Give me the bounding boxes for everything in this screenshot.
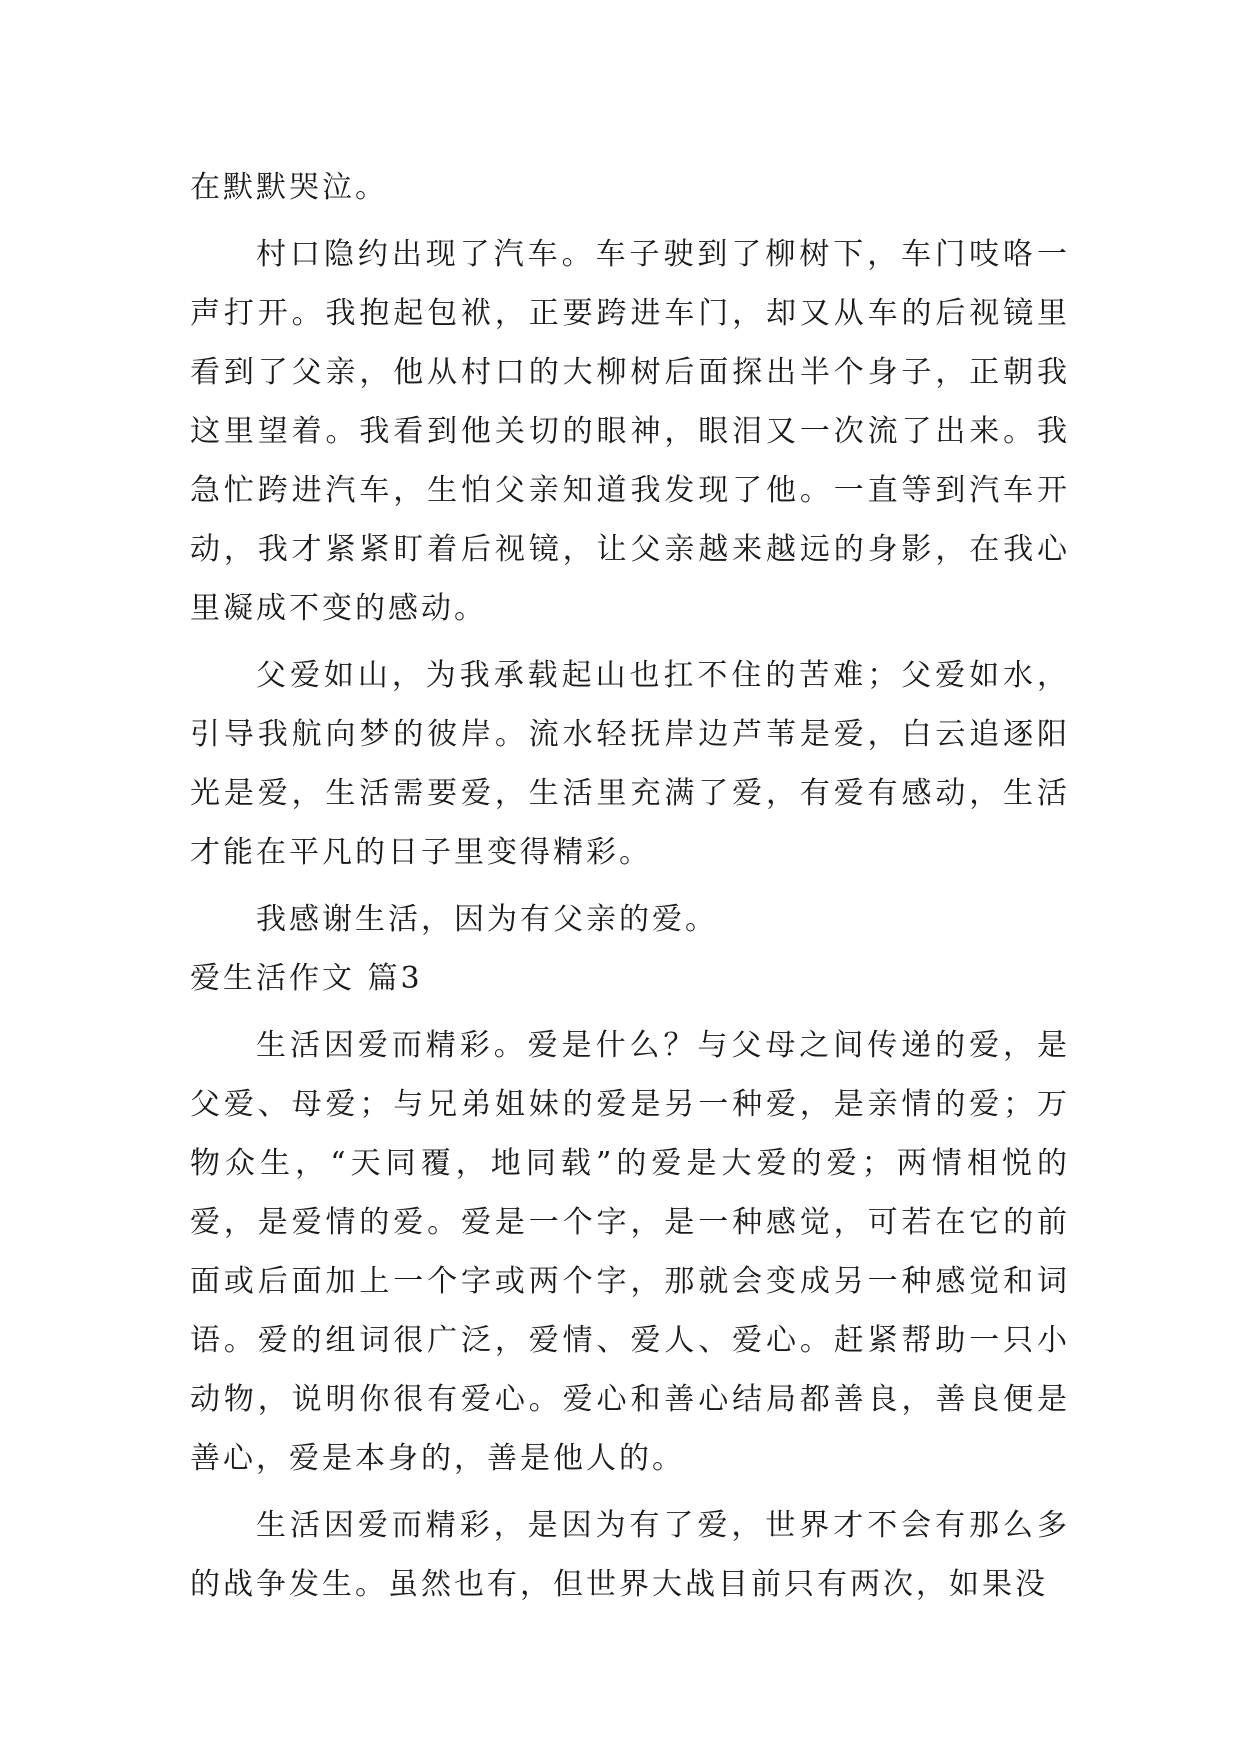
section-heading: 爱生活作文 篇3 (190, 961, 423, 996)
paragraph-father-love: 父爱如山，为我承载起山也扛不住的苦难；父爱如水，引导我航向梦的彼岸。流水轻抚岸边芦苇是爱，白云追逐阳光是爱，生活需要爱，生活里充满了爱，有爱有感动，生活才能在平凡的日子里变得精彩。 (190, 658, 1070, 870)
paragraph-car-departure: 村口隐约出现了汽车。车子驶到了柳树下，车门吱咯一声打开。我抱起包袱，正要跨进车门，却又从车的后视镜里看到了父亲，他从村口的大柳树后面探出半个身子，正朝我这里望着。我看到他关切的眼神，眼泪又一次流了出来。我急忙跨进汽车，生怕父亲知道我发现了他。一直等到汽车开动，我才紧紧盯着后视镜，让父亲越来越远的身影，在我心里凝成不变的感动。 (190, 237, 1070, 626)
paragraph-thanks: 我感谢生活，因为有父亲的爱。 (256, 902, 718, 937)
document-body (190, 158, 1070, 1614)
paragraph-continuation: 在默默哭泣。 (190, 170, 388, 205)
paragraph-what-is-love: 生活因爱而精彩。爱是什么？与父母之间传递的爱，是父爱、母爱；与兄弟姐妹的爱是另一种爱，是亲情的爱；万物众生，“天同覆，地同载”的爱是大爱的爱；两情相悦的爱，是爱情的爱。爱是一个字，是一种感觉，可若在它的前面或后面加上一个字或两个字，那就会变成另一种感觉和词语。爱的组词很广泛，爱情、爱人、爱心。赶紧帮助一只小动物，说明你很有爱心。爱心和善心结局都善良，善良便是善心，爱是本身的，善是他人的。 (190, 1028, 1070, 1476)
paragraph-love-world: 生活因爱而精彩，是因为有了爱，世界才不会有那么多的战争发生。虽然也有，但世界大战目前只有两次，如果没 (190, 1508, 1070, 1602)
